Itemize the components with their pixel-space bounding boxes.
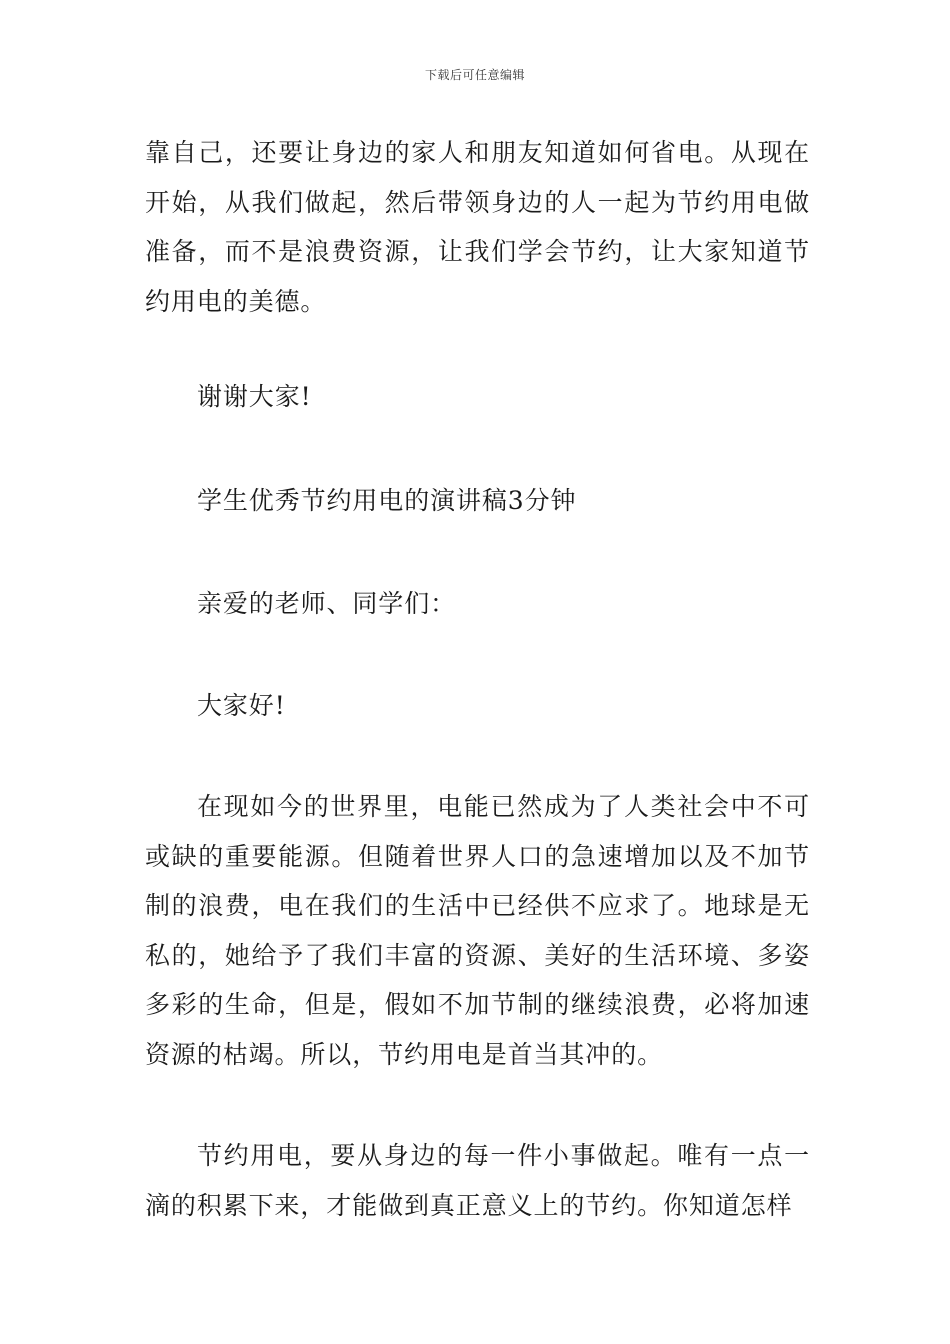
salutation: 亲爱的老师、同学们： xyxy=(197,589,457,618)
paragraph-body-1: 在现如今的世界里，电能已然成为了人类社会中不可或缺的重要能源。但随着世界人口的急速增加以及不加节制的浪费，电在我们的生活中已经供不应求了。地球是无私的，她给予了我们丰富的资源、美好的生活环境、多姿多彩的生命，但是，假如不加节制的继续浪费，必将加速资源的枯竭。所以，节约用电是首当其冲的。 xyxy=(145,792,810,1069)
paragraph-thanks: 谢谢大家! xyxy=(197,382,312,411)
speech-title: 学生优秀节约用电的演讲稿3分钟 xyxy=(197,485,577,515)
document-body xyxy=(145,128,810,1230)
paragraph-continuation: 靠自己，还要让身边的家人和朋友知道如何省电。从现在开始，从我们做起，然后带领身边的人一起为节约用电做准备，而不是浪费资源，让我们学会节约，让大家知道节约用电的美德。 xyxy=(145,138,810,316)
greeting: 大家好! xyxy=(197,690,286,720)
paragraph-body-2: 节约用电，要从身边的每一件小事做起。唯有一点一滴的积累下来，才能做到真正意义上的节约。你知道怎样 xyxy=(145,1141,810,1220)
header-note: 下载后可任意编辑 xyxy=(424,68,525,82)
